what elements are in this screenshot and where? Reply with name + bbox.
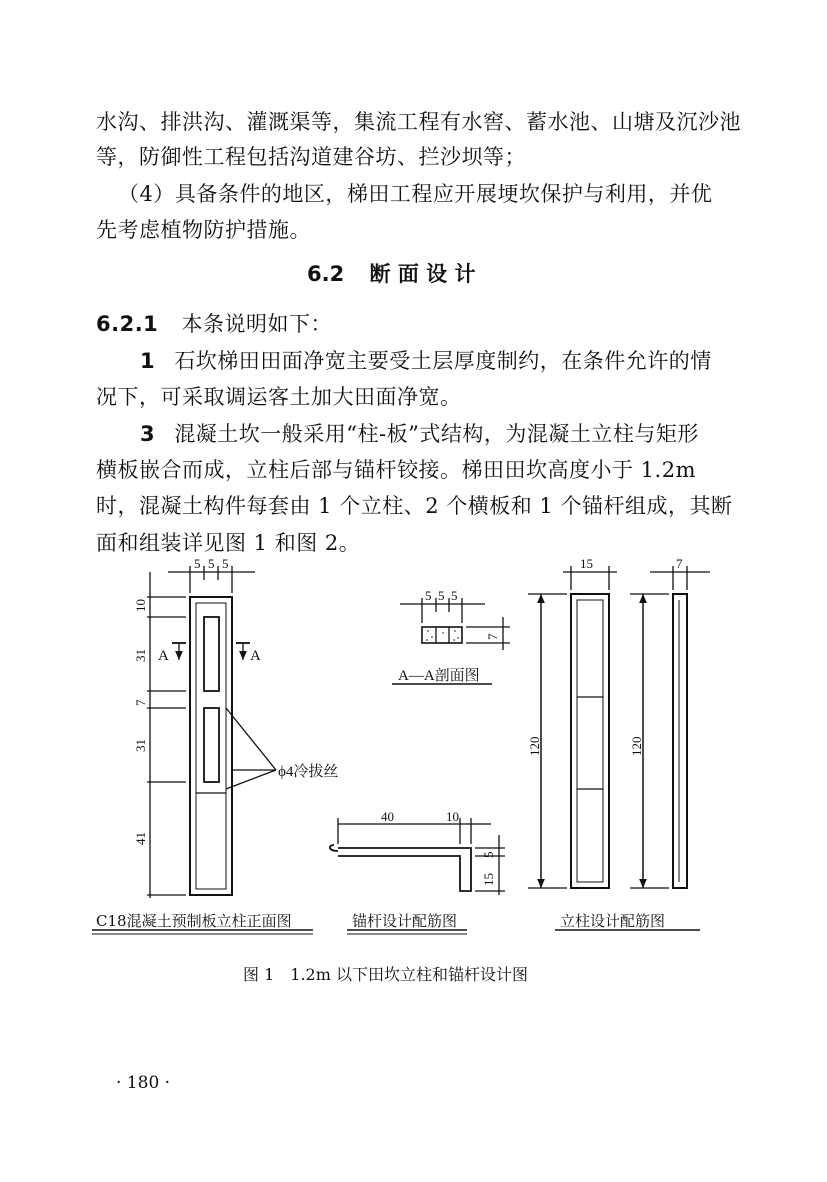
section-hatching	[426, 630, 459, 641]
item-number: 1	[140, 349, 156, 373]
item-line: 况下，可采取调运客土加大田面净宽。	[96, 385, 462, 409]
page-number: · 180 ·	[116, 1073, 171, 1093]
section-number: 6.2	[307, 262, 345, 286]
clause-text: 本条说明如下：	[181, 312, 332, 336]
section-mark: A	[158, 648, 169, 664]
dim-label: 5	[208, 556, 215, 571]
section-caption: A—A剖面图	[398, 668, 480, 684]
paragraph-line: 水沟、排洪沟、灌溉渠等，集流工程有水窖、蓄水池、山塘及沉沙池	[96, 110, 741, 134]
dim-label: 5	[481, 851, 496, 858]
item-text: 混凝土坎一般采用“柱-板”式结构，为混凝土立柱与矩形	[174, 422, 699, 446]
item-text: 石坎梯田田面净宽主要受土层厚度制约，在条件允许的情	[174, 349, 712, 373]
front-caption: C18混凝土预制板立柱正面图	[96, 912, 292, 930]
section-rect	[422, 627, 462, 643]
dim-label: 7	[676, 556, 683, 571]
dim-label: 5	[451, 588, 458, 603]
figure-title: 图 1 1.2m 以下田坎立柱和锚杆设计图	[243, 965, 528, 984]
item-line: 时，混凝土构件每套由 1 个立柱、2 个横板和 1 个锚杆组成，其断	[96, 494, 733, 518]
column-side	[673, 594, 687, 888]
paragraph-line: （4）具备条件的地区，梯田工程应开展埂坎保护与利用，并优	[118, 182, 713, 206]
dim-label: 40	[381, 809, 394, 824]
dim-label: 10	[133, 599, 148, 612]
dim-label: 41	[133, 832, 148, 845]
dim-label: 5	[194, 556, 201, 571]
dim-label: 31	[133, 739, 148, 752]
dim-label: 15	[481, 873, 496, 886]
paragraph-line: 等，防御性工程包括沟道建谷坊、拦沙坝等；	[96, 145, 526, 169]
dim-label: 7	[485, 633, 500, 640]
slot-lower	[204, 708, 219, 782]
section-title: 断 面 设 计	[369, 262, 476, 286]
wire-label: ϕ4冷拔丝	[278, 764, 339, 780]
item-number: 3	[140, 422, 156, 446]
dim-label: 5	[438, 588, 445, 603]
dim-label: 15	[580, 556, 593, 571]
paragraph-line: 先考虑植物防护措施。	[96, 218, 311, 242]
column-rebar-outline	[196, 603, 226, 889]
dim-label: 5	[222, 556, 229, 571]
dim-label: 120	[629, 736, 644, 756]
item-line: 横板嵌合而成，立柱后部与锚杆铰接。梯田田坎高度小于 1.2m	[96, 458, 696, 482]
slot-upper	[204, 617, 219, 691]
section-mark: A	[250, 648, 261, 664]
dim-label: 120	[527, 736, 542, 756]
clause-number: 6.2.1	[96, 312, 159, 336]
column-caption: 立柱设计配筋图	[560, 912, 666, 930]
item-line: 面和组装详见图 1 和图 2。	[96, 531, 361, 555]
dim-label: 31	[133, 649, 148, 662]
dim-label: 5	[425, 588, 432, 603]
dim-label: 10	[446, 809, 459, 824]
anchor-caption: 锚杆设计配筋图	[352, 912, 458, 930]
dim-label: 7	[133, 699, 148, 706]
anchor-rod	[338, 848, 471, 891]
